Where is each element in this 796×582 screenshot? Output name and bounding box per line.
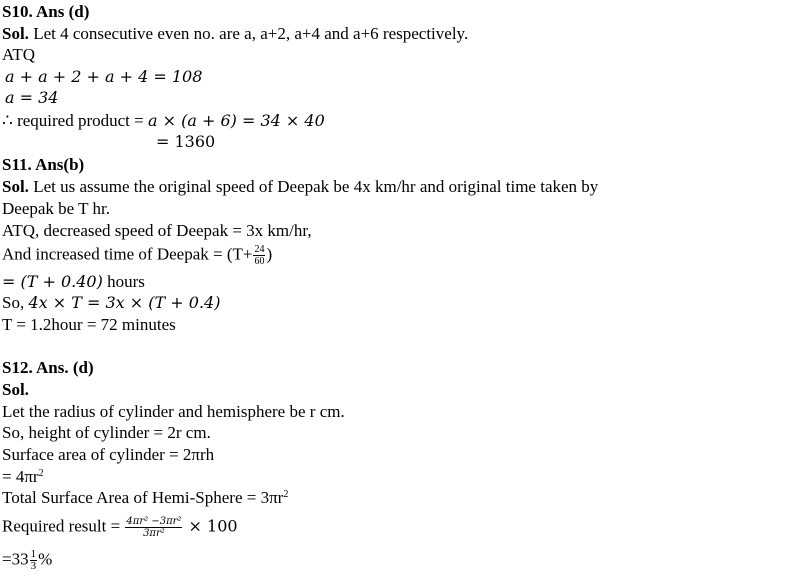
s11-so-prefix: So, [2, 293, 29, 312]
s10-sol-text: Let 4 consecutive even no. are a, a+2, a+4 and a+6 respectively. [28, 24, 469, 43]
s12-line-surface-area: Surface area of cylinder = 2πrh [2, 445, 215, 464]
s11-sol-text: Let us assume the original speed of Deepak be 4x km/hr and original time taken by [28, 177, 599, 196]
s11-decreased-speed: ATQ, decreased speed of Deepak = 3x km/hr, [2, 221, 312, 240]
s12-l5-base: Total Surface Area of Hemi-Sphere = 3πr [2, 488, 284, 507]
s12-heading: S12. Ans. (d) [2, 358, 94, 377]
s12-l7-suffix: % [38, 549, 53, 569]
s12-l6-suffix: × 100 [183, 516, 238, 536]
s11-inc-prefix: And increased time of Deepak = (T+ [2, 244, 253, 264]
s11-fraction [253, 244, 265, 267]
s10-equation-3 [2, 111, 325, 131]
s10-eq3-prefix: ∴ required product = [2, 111, 148, 130]
s12-l7-num: 1 [30, 548, 37, 560]
s11-hours-math: = (T + 0.40) [2, 272, 103, 291]
s10-solution-intro [2, 24, 468, 44]
s10-equation-4: = 1360 [156, 132, 216, 151]
s11-heading: S11. Ans(b) [2, 155, 85, 174]
s12-required-result [2, 516, 238, 539]
s11-hours [2, 272, 145, 292]
s12-l7-prefix: =33 [2, 549, 29, 569]
s11-time-result: T = 1.2hour = 72 minutes [2, 315, 176, 334]
s12-l5-sup: 2 [283, 489, 289, 500]
s12-sol-label: Sol. [2, 380, 29, 399]
s10-equation-1: a + a + 2 + a + 4 = 108 [5, 67, 203, 86]
s11-solution-intro-2: Deepak be T hr. [2, 199, 110, 218]
s12-l6-prefix: Required result = [2, 516, 125, 536]
s10-eq3-math: a × (a + 6) = 34 × 40 [147, 111, 325, 130]
s12-final-fraction [30, 549, 38, 572]
s11-increased-time [2, 244, 272, 267]
s11-frac-num: 24 [254, 244, 265, 255]
s12-result-fraction [125, 516, 182, 539]
s12-l4-base: = 4πr [2, 467, 39, 486]
s12-line-height: So, height of cylinder = 2r cm. [2, 423, 211, 442]
s12-l6-den: 3πr² [143, 528, 165, 539]
s12-l6-num: 4πr² −3πr² [126, 516, 182, 527]
s12-line-hemisphere [2, 488, 288, 508]
s12-final-answer [2, 549, 52, 572]
s11-so-equation [2, 293, 220, 313]
s11-hours-text: hours [102, 272, 145, 291]
s11-so-math: 4x × T = 3x × (T + 0.4) [28, 293, 221, 312]
s10-equation-2: a = 34 [5, 88, 59, 107]
s10-heading: S10. Ans (d) [2, 2, 90, 21]
s10-atq: ATQ [2, 45, 36, 64]
s12-line-4pir2 [2, 467, 44, 487]
s10-sol-label: Sol. [2, 24, 29, 43]
s12-line-radius: Let the radius of cylinder and hemisphere be r cm. [2, 402, 345, 421]
s11-solution-intro [2, 177, 598, 197]
s11-frac-den: 60 [254, 256, 265, 267]
s12-l7-den: 3 [30, 560, 37, 572]
s11-sol-label: Sol. [2, 177, 29, 196]
s11-inc-suffix: ) [266, 244, 273, 264]
s12-l4-sup: 2 [38, 468, 44, 479]
